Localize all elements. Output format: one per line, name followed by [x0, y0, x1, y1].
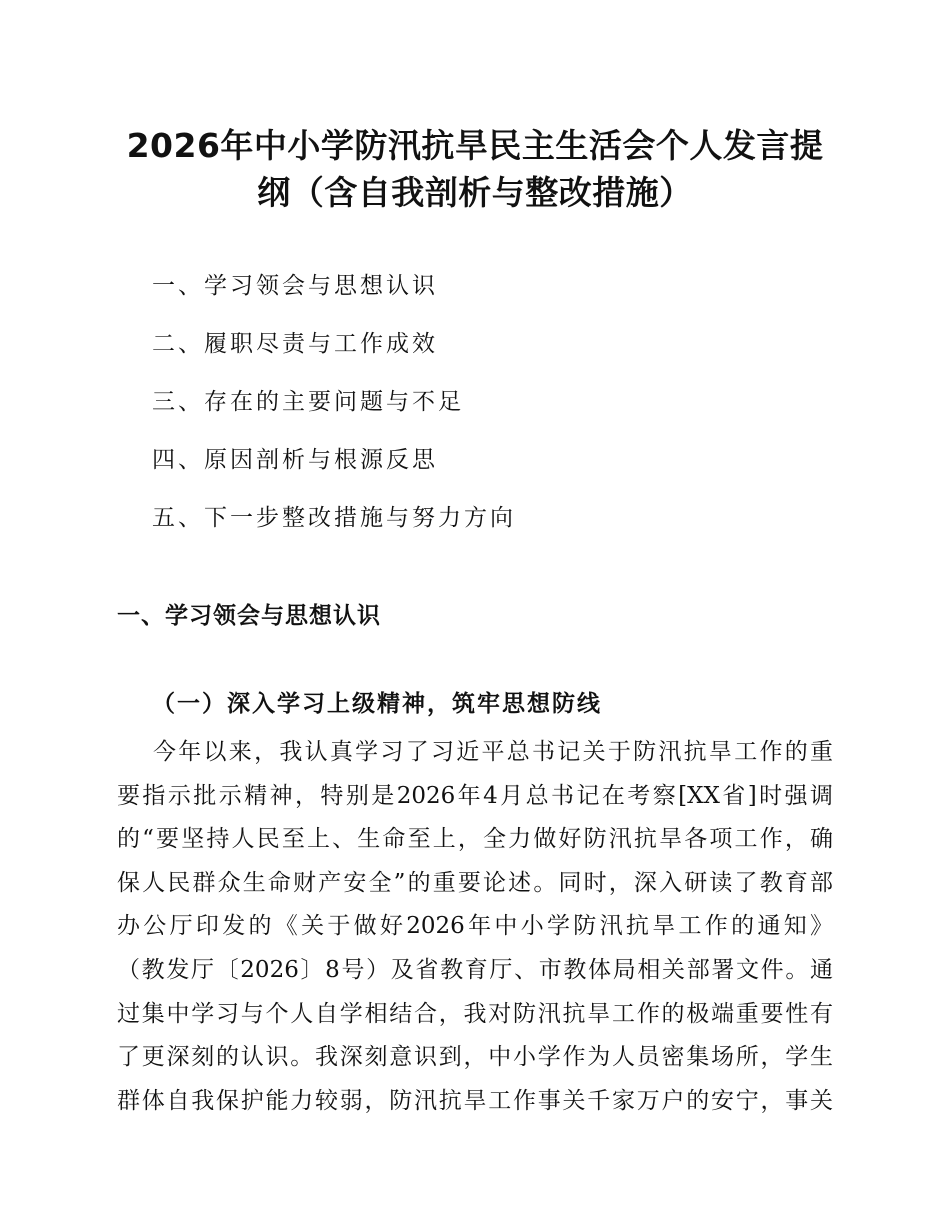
toc-item: 五、下一步整改措施与努力方向 — [152, 505, 516, 531]
paragraph-line: 了更深刻的认识。我深刻意识到，中小学作为人员密集场所，学生 — [117, 1044, 833, 1071]
paragraph-line: 今年以来，我认真学习了习近平总书记关于防汛抗旱工作的重 — [153, 739, 833, 765]
paragraph-line: （教发厅〔2026〕8号）及省教育厅、市教体局相关部署文件。通 — [117, 956, 833, 983]
paragraph-line: 群体自我保护能力较弱，防汛抗旱工作事关千家万户的安宁，事关 — [117, 1087, 833, 1114]
toc-item: 一、学习领会与思想认识 — [152, 273, 438, 299]
section-heading: 一、学习领会与思想认识 — [117, 603, 381, 629]
paragraph-line: 的“要坚持人民至上、生命至上，全力做好防汛抗旱各项工作，确 — [117, 826, 833, 853]
paragraph-line: 过集中学习与个人自学相结合，我对防汛抗旱工作的极端重要性有 — [117, 1000, 833, 1027]
toc-item: 二、履职尽责与工作成效 — [152, 331, 438, 357]
paragraph-line: 办公厅印发的《关于做好2026年中小学防汛抗旱工作的通知》 — [117, 913, 833, 940]
subsection-heading: （一）深入学习上级精神，筑牢思想防线 — [152, 690, 602, 717]
document-title-line-1: 2026年中小学防汛抗旱民主生活会个人发言提 — [126, 126, 824, 165]
document-title — [100, 122, 850, 216]
toc-item: 三、存在的主要问题与不足 — [152, 389, 464, 415]
paragraph-line: 保人民群众生命财产安全”的重要论述。同时，深入研读了教育部 — [117, 869, 833, 896]
table-of-contents — [152, 266, 516, 556]
body-paragraph — [117, 731, 833, 1123]
paragraph-line: 要指示批示精神，特别是2026年4月总书记在考察[XX省]时强调 — [117, 782, 833, 809]
toc-item: 四、原因剖析与根源反思 — [152, 447, 438, 473]
document-title-line-2: 纲（含自我剖析与整改措施） — [257, 173, 693, 212]
